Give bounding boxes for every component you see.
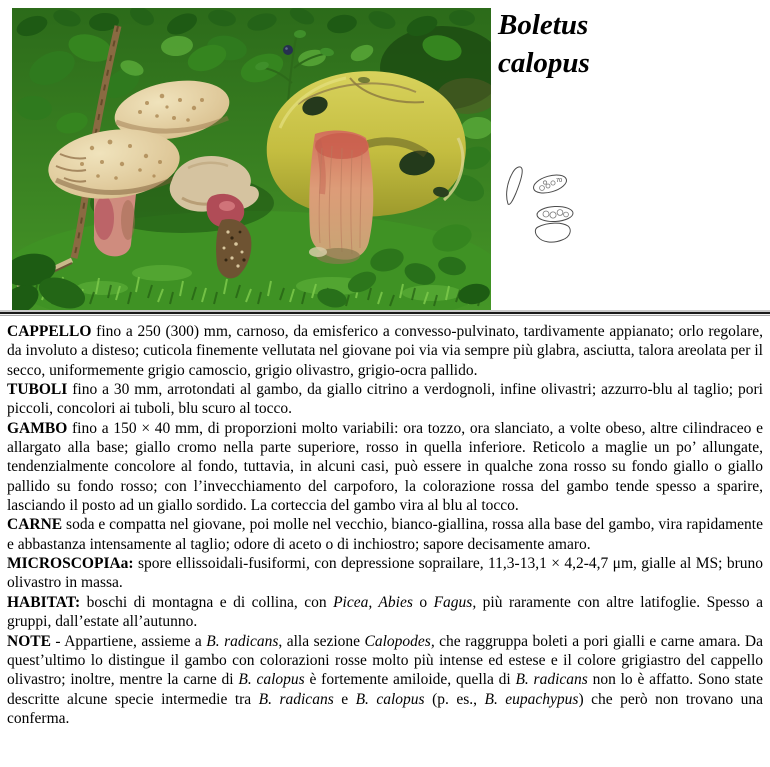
species-title	[498, 6, 758, 82]
section-gambo: GAMBO fino a 150 × 40 mm, di proporzioni molto variabili: ora tozzo, ora slanciato, a volte obeso, altre cilindraceo e allargato alla base; giallo cromo nella parte superiore, rosso in quella inferiore. Reticolo a maglie un po’ allungate, tendenzialmente concolore al fondo, tuttavia, in alcuni casi, può essere in qualche zona rosso su fondo giallo o giallo pallido su fondo rosso; con l’invecchiamento del carpoforo, la colorazione rossa del gambo tende spesso a sparire, lasciando il posto ad un giallo sordido. La corteccia del gambo vira al blu al tocco.	[7, 419, 763, 515]
section-cappello: CAPPELLO fino a 250 (300) mm, carnoso, da emisferico a convesso-pulvinato, tardivamente appianato; orlo regolare, da involuto a disteso; cuticola finemente vellutata nel giovane poi via via sempre più glabra, asciutta, talora areolata per il secco, uniformemente grigio camoscio, grigio olivastro, grigio-ocra pallido.	[7, 323, 763, 379]
section-habitat: HABITAT: boschi di montagna e di collina, con Picea, Abies o Fagus, più raramente con altre latifoglie. Spesso a gruppi, dall’estate all’autunno.	[7, 593, 764, 631]
specimen-photo	[12, 8, 491, 310]
section-divider	[0, 310, 770, 316]
spore-shape-guttulate	[537, 206, 574, 223]
spore-shape-smooth	[535, 223, 570, 242]
spore-shape-club	[507, 167, 523, 205]
spore-annotation: 70	[556, 178, 563, 184]
spore-illustration	[500, 164, 605, 252]
section-carne: CARNE soda e compatta nel giovane, poi molle nel vecchio, bianco-giallina, rossa alla base del gambo, vira rapidamente e abbastanza intensamente al taglio; odore di aceto o di inchiostro; sapore decisamente amaro.	[7, 516, 763, 553]
spore-shape-ornamented	[531, 172, 568, 197]
species-title-genus: Boletus	[498, 9, 589, 41]
section-tuboli: TUBOLI fino a 30 mm, arrotondati al gambo, da giallo citrino a verdognoli, infine olivastri; azzurro-blu al taglio; pori piccoli, concolori ai tuboli, blu scuro al tocco.	[7, 381, 763, 418]
description-text	[7, 322, 763, 728]
section-note: NOTE - Appartiene, assieme a B. radicans, alla sezione Calopodes, che raggruppa boleti a pori gialli e carne amara. Da quest’ultimo lo distingue il gambo con colorazioni rosse molto più intense ed estese e il colore grigiastro del cappello olivastro; inoltre, mentre la carne di B. calopus è fortemente amiloide, quella di B. radicans non lo è affatto. Sono state descritte alcune specie intermedie tra B. radicans e B. calopus (p. es., B. eupachypus) che però non trovano una conferma.	[7, 632, 764, 727]
section-microscopia: MICROSCOPIAa: spore ellissoidali-fusiformi, con depressione soprailare, 11,3-13,1 × 4,2-4,7 μm, gialle al MS; bruno olivastro in massa.	[7, 555, 763, 592]
species-title-epithet: calopus	[498, 47, 590, 79]
